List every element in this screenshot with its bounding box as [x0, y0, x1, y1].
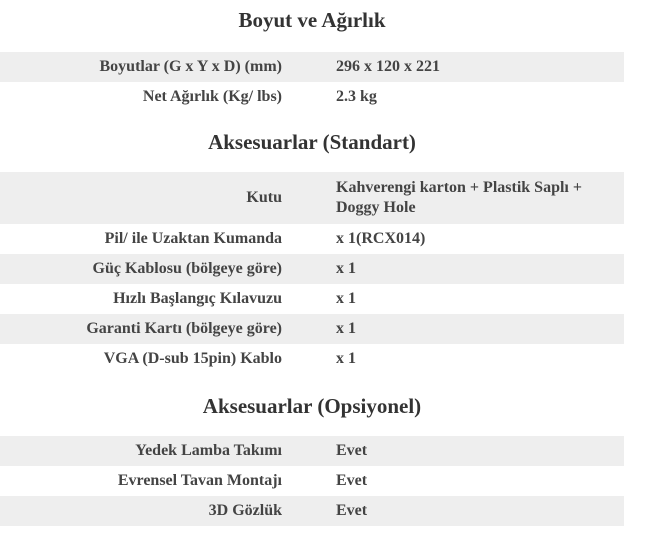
row-value: Evet	[336, 472, 368, 489]
row-value: x 1	[336, 260, 356, 277]
row-label: Kutu	[246, 189, 282, 206]
section-title-dimensions: Boyut ve Ağırlık	[238, 8, 386, 32]
table-row	[0, 172, 624, 224]
row-label: Net Ağırlık (Kg/ lbs)	[142, 88, 282, 105]
row-label: Boyutlar (G x Y x D) (mm)	[99, 58, 282, 75]
row-label: Pil/ ile Uzaktan Kumanda	[104, 230, 282, 247]
row-value: Kahverengi karton + Plastik Saplı + Doggy Hole	[336, 179, 582, 216]
row-value: Evet	[336, 502, 368, 519]
table-row	[0, 52, 624, 82]
row-label: Evrensel Tavan Montajı	[117, 472, 282, 489]
row-label: Yedek Lamba Takımı	[135, 442, 282, 459]
table-row	[0, 254, 624, 284]
standard-accessories-table	[0, 172, 624, 374]
table-row	[0, 496, 624, 526]
table-row	[0, 284, 624, 314]
table-row	[0, 344, 624, 374]
optional-accessories-table	[0, 436, 624, 526]
row-value: Evet	[336, 442, 368, 459]
row-value: x 1	[336, 290, 356, 307]
row-value: x 1(RCX014)	[336, 230, 426, 247]
row-label: Güç Kablosu (bölgeye göre)	[92, 260, 282, 277]
section-title-optional-accessories: Aksesuarlar (Opsiyonel)	[202, 394, 422, 418]
row-value: 296 x 120 x 221	[336, 58, 440, 75]
table-row	[0, 314, 624, 344]
row-value: x 1	[336, 320, 356, 337]
row-value: 2.3 kg	[336, 88, 377, 105]
row-label: Garanti Kartı (bölgeye göre)	[86, 320, 282, 337]
table-row	[0, 466, 624, 496]
table-row	[0, 224, 624, 254]
row-label: 3D Gözlük	[208, 502, 282, 519]
table-row	[0, 82, 624, 112]
dimensions-table	[0, 52, 624, 112]
table-row	[0, 436, 624, 466]
section-title-standard-accessories: Aksesuarlar (Standart)	[208, 130, 416, 154]
row-value: x 1	[336, 350, 356, 367]
row-label: VGA (D-sub 15pin) Kablo	[103, 350, 282, 367]
row-label: Hızlı Başlangıç Kılavuzu	[113, 290, 282, 307]
